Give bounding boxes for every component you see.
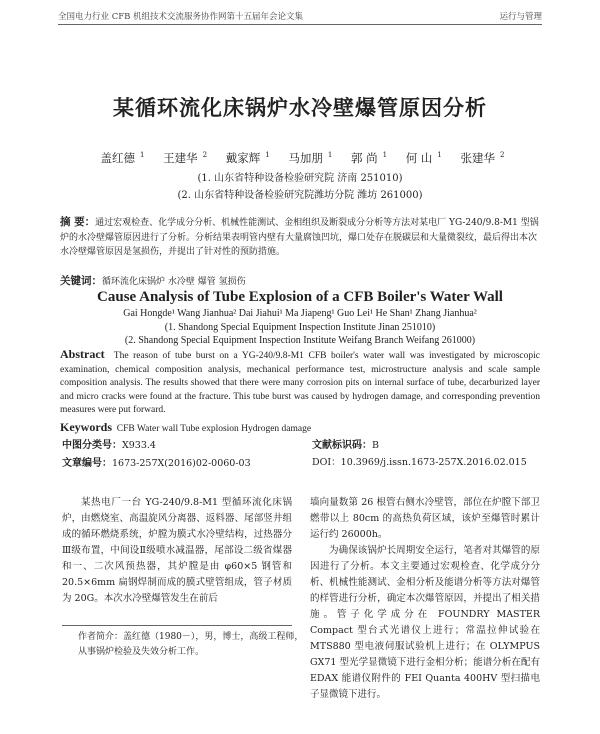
author-cn: 戴家辉 $^1$	[225, 151, 270, 165]
abstract-en-label: Abstract	[60, 347, 105, 361]
affiliation-cn-1: (1. 山东省特种设备检验研究院 济南 251010)	[197, 173, 403, 184]
authors-cn	[0, 150, 600, 166]
body-paragraph: 墙向量数第 26 根管右侧水冷壁管，部位在炉膛下部卫燃带以上 80cm 的高热负荷区域，该炉至爆管时累计运行约 26000h。	[310, 497, 540, 540]
running-header	[58, 10, 542, 25]
abstract-en	[60, 348, 540, 418]
body-column-left	[62, 495, 292, 607]
title-cn: 某循环流化床锅炉水冷壁爆管原因分析	[113, 96, 487, 120]
affiliation-en-2: (2. Shandong Special Equipment Inspection Institute Weifang Branch Weifang 261000)	[124, 335, 476, 346]
author-cn: 王建华 $^2$	[163, 151, 208, 165]
keywords-en-label: Keywords	[60, 420, 112, 434]
doi: DOI：10.3969/j.issn.1673-257X.2016.02.015	[312, 457, 527, 468]
affiliation-cn-2: (2. 山东省特种设备检验研究院潍坊分院 潍坊 261000)	[177, 190, 423, 201]
author-footnote: 作者简介：盖红德（1980－），男，博士，高级工程师，从事锅炉检验及失效分析工作。	[78, 632, 304, 657]
keywords-cn	[60, 273, 540, 288]
keywords-cn-text: 循环流化床锅炉 水冷壁 爆管 氢损伤	[102, 277, 246, 287]
abstract-en-text: The reason of tube burst on a YG-240/9.8-M1 CFB boiler's water wall was investigated by microscopic examination, chemical composition analysis, mechanical performance test, microstructure analysis and scale sample composition analysis. The results showed that there were many corrosion pits on internal surface of tube, decarburized layer and micro cracks were found at the fracture. This tube burst was caused by hydrogen damage, and corresponding prevention measures were put forward.	[60, 351, 540, 415]
clc-number: 中图分类号：X933.4	[62, 440, 156, 451]
affiliation-en-1: (1. Shandong Special Equipment Inspection Institute Jinan 251010)	[164, 322, 436, 333]
author-cn: 张建华 $^2$	[460, 151, 505, 165]
author-cn: 郭 尚 $^1$	[350, 151, 388, 165]
header-left: 全国电力行业 CFB 机组技术交流服务协作网第十五届年会论文集	[58, 12, 304, 22]
keywords-cn-label: 关键词：	[60, 275, 102, 287]
title-en: Cause Analysis of Tube Explosion of a CFB Boiler's Water Wall	[97, 289, 503, 305]
body-paragraph: 为确保该锅炉长周期安全运行，笔者对其爆管的原因进行了分析。本文主要通过宏观检查、化学成分分析、机械性能测试、金相分析及能谱分析等方法对爆管的样管进行分析，确定本次爆管原因，并提出了相关措施。管子化学成分在 FOUNDRY MASTER Compact 型台式光谱仪上进行；常温拉伸试验在 MTS880 型电液伺服试验机上进行；在 OLYMPUS GX71 型光学显微镜下进行金相分析；能谱分析在配有 EDAX 能谱仪附件的 FEI Quanta 400HV 型扫描电子显微镜下进行。	[310, 545, 540, 700]
author-cn: 盖红德 $^1$	[100, 151, 145, 165]
article-number: 文章编号：1673-257X(2016)02-0060-03	[62, 458, 251, 469]
authors-en: Gai Hongde¹ Wang Jianhua² Dai Jiahui¹ Ma Jiapeng¹ Guo Lei¹ He Shan¹ Zhang Jianhua²	[123, 308, 477, 319]
abstract-cn-label: 摘 要：	[60, 216, 96, 228]
author-cn: 马加朋 $^1$	[288, 151, 333, 165]
keywords-en	[60, 420, 540, 435]
keywords-en-text: CFB Water wall Tube explosion Hydrogen damage	[116, 424, 312, 434]
body-column-right	[310, 495, 540, 703]
header-right: 运行与管理	[499, 12, 542, 22]
document-code: 文献标识码：B	[312, 440, 379, 451]
body-paragraph: 某热电厂一台 YG-240/9.8-M1 型循环流化床锅炉，由燃烧室、高温旋风分离器、返料器、尾部竖井组成的循环燃烧系统，炉膛为膜式水冷壁结构，过热器分Ⅲ级布置，中间设Ⅱ级喷水减温器，尾部设二级省煤器和一、二次风预热器，其炉膛是由 φ60×5 钢管和 20.5×6mm 扁钢焊制而成的膜式壁管组成，管子材质为 20G。本次水冷壁爆管发生在前后	[62, 497, 292, 604]
abstract-cn-text: 通过宏观检查、化学成分分析、机械性能测试、金相组织及断裂成分分析等方法对某电厂 YG-240/9.8-M1 型锅炉的水冷壁爆管原因进行了分析。分析结果表明管内壁有大量腐蚀凹坑，爆口处存在脱碳层和大量微裂纹，最后得出本次水冷壁爆管原因是氢损伤，并提出了针对性的预防措施。	[60, 218, 539, 257]
footnote-rule	[62, 625, 292, 626]
abstract-cn	[60, 215, 540, 260]
author-cn: 何 山 $^1$	[405, 151, 442, 165]
